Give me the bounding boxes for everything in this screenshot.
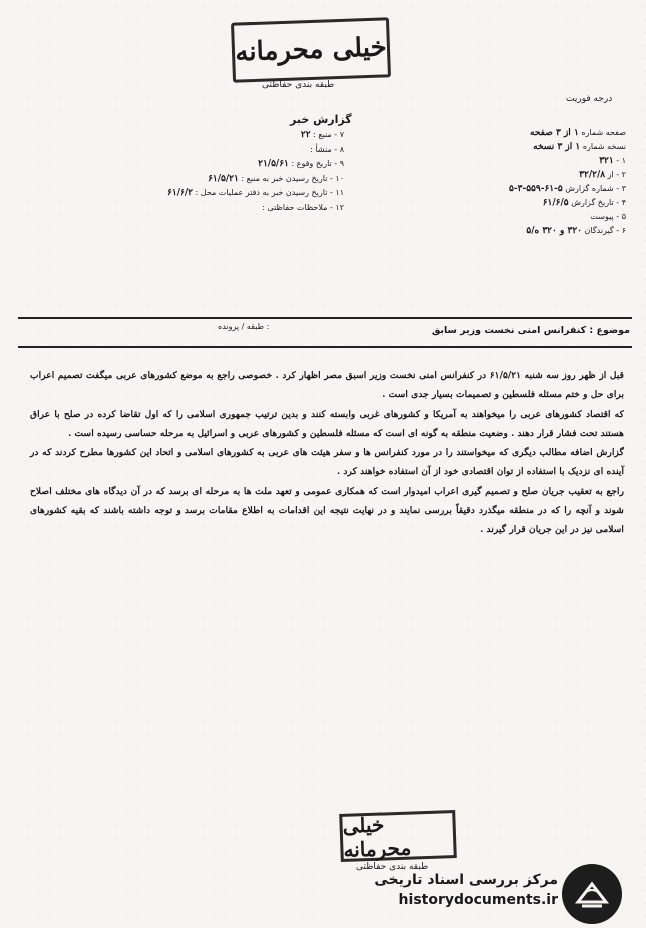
urgency-label: درجه فوریت <box>566 94 613 104</box>
meta-value: ۲۱/۵/۶۱ <box>258 159 289 169</box>
meta-value: ۶۱/۵/۲۱ <box>208 173 239 184</box>
meta-right-row <box>364 154 626 168</box>
meta-value: ۶۱/۶/۲ <box>167 188 193 198</box>
site-url[interactable]: historydocuments.ir <box>398 892 558 908</box>
subject-line: موضوع : کنفرانس امنی نخست وزیر سابق <box>431 325 630 336</box>
meta-value: ۱ از ۳ صفحه <box>530 128 579 138</box>
meta-left-block <box>98 128 344 215</box>
meta-label: ۷ - منبع : <box>313 130 344 139</box>
org-name: مرکز بررسی اسناد تاریخی <box>374 872 558 888</box>
meta-label: ۱۱ - تاریخ رسیدن خبر به دفتر عملیات محل : <box>195 188 344 197</box>
meta-value: ۲۲ <box>300 130 311 140</box>
meta-label: ۴ - تاریخ گزارش <box>571 198 626 207</box>
divider <box>18 317 632 319</box>
meta-value: ۳۲۰ و ۳۲۰ ه/۵ <box>526 226 582 236</box>
report-title: گزارش خبر <box>290 113 352 126</box>
meta-value: ۱ از ۳ نسخه <box>533 142 581 152</box>
meta-right-row <box>364 140 626 154</box>
meta-right-row <box>364 210 626 224</box>
meta-label: ۵ - پیوست <box>590 212 626 221</box>
meta-label: ۸ - منشأ : <box>310 144 344 154</box>
body-paragraph: قبل از ظهر روز سه شنبه ۶۱/۵/۲۱ در کنفرانس امنی نخست وزیر اسبق مصر اظهار کرد . خصوصی راجع به موضع کشورهای عربی میگفت تصمیم اعراب برای حل و ختم مسئله فلسطین و تصمیمات بسیار جدی است . <box>30 370 624 401</box>
meta-label: ۳ - شماره گزارش <box>565 184 626 193</box>
meta-label: ۱۰ - تاریخ رسیدن خبر به منبع : <box>241 173 344 183</box>
classification-stamp-bottom-caption: طبقه بندی حفاظتی <box>356 862 429 872</box>
meta-left-row <box>98 172 344 187</box>
meta-value: ۵-۶۱-۵۵۹-۳-۵ <box>509 184 563 194</box>
classification-stamp-top: خیلی محرمانه <box>231 17 391 82</box>
meta-right-block <box>364 126 626 238</box>
meta-left-row <box>98 157 344 172</box>
classification-stamp-bottom: خیلی محرمانه <box>339 810 457 862</box>
meta-label: صفحه شماره <box>581 128 626 137</box>
meta-value: ۳۲/۲/۸ <box>579 170 606 180</box>
meta-right-row <box>364 224 626 238</box>
meta-right-row <box>364 168 626 182</box>
footer-branding <box>372 872 558 908</box>
meta-label: ۱۲ - ملاحظات حفاظتی : <box>262 202 344 212</box>
meta-value: ۳۲۱ <box>599 156 614 166</box>
meta-left-row <box>98 143 344 158</box>
meta-left-row <box>98 186 344 201</box>
meta-label: ۹ - تاریخ وقوع : <box>291 159 344 168</box>
meta-value: ۶۱/۶/۵ <box>542 198 569 208</box>
meta-label: ۶ - گیرندگان <box>584 226 626 235</box>
meta-label: ۱ - <box>616 156 626 165</box>
folder-label: طبقه / پرونده : <box>218 322 270 331</box>
report-body <box>30 366 624 540</box>
body-paragraph: گزارش اضافه مطالب دیگری که میخواستند را در مورد کنفرانس ها و سفر هیئت های عربی به کشورهای اسلامی و اتحاد این کشورها مطرح کردند که در آینده ای نزدیک با استفاده از توان اقتصادی خود از آن استفاده خواهند کرد . <box>30 447 624 478</box>
classification-stamp-top-caption: طبقه بندی حفاظتی <box>262 80 335 90</box>
archive-logo-icon <box>560 862 624 926</box>
meta-right-row <box>364 126 626 140</box>
meta-right-row <box>364 182 626 196</box>
body-paragraph: راجع به تعقیب جریان صلح و تصمیم گیری اعراب امیدوار است که همکاری عمومی و تعهد ملت ها به مرحله ای برسد که در آن دیدگاه های مختلف اصلاح شوند و آنچه را که در منطقه میگذرد دقیقاً بررسی نمایند و در نهایت نتیجه این اقدامات به اطلاع مقامات برسد و توجه داشته باشند که بقیه کشورهای اسلامی نیز در این جریان قرار گیرند . <box>30 485 624 536</box>
divider <box>18 346 632 348</box>
body-paragraph: که اقتصاد کشورهای عربی را میخواهند به آمریکا و کشورهای غربی وابسته کنند و بدین ترتیب جمهوری اسلامی را که اول تقاضا کرده در صلح با عراق هستند تحت فشار قرار دهند . وضعیت منطقه به گونه ای است که مسئله فلسطین و کشورهای عربی و اسرائیل به مرحله حساسی رسیده است . <box>30 408 624 439</box>
meta-left-row <box>98 128 344 143</box>
meta-right-row <box>364 196 626 210</box>
meta-label: ۲ - از <box>607 170 626 179</box>
meta-label: نسخه شماره <box>582 142 626 151</box>
meta-left-row <box>98 201 344 216</box>
